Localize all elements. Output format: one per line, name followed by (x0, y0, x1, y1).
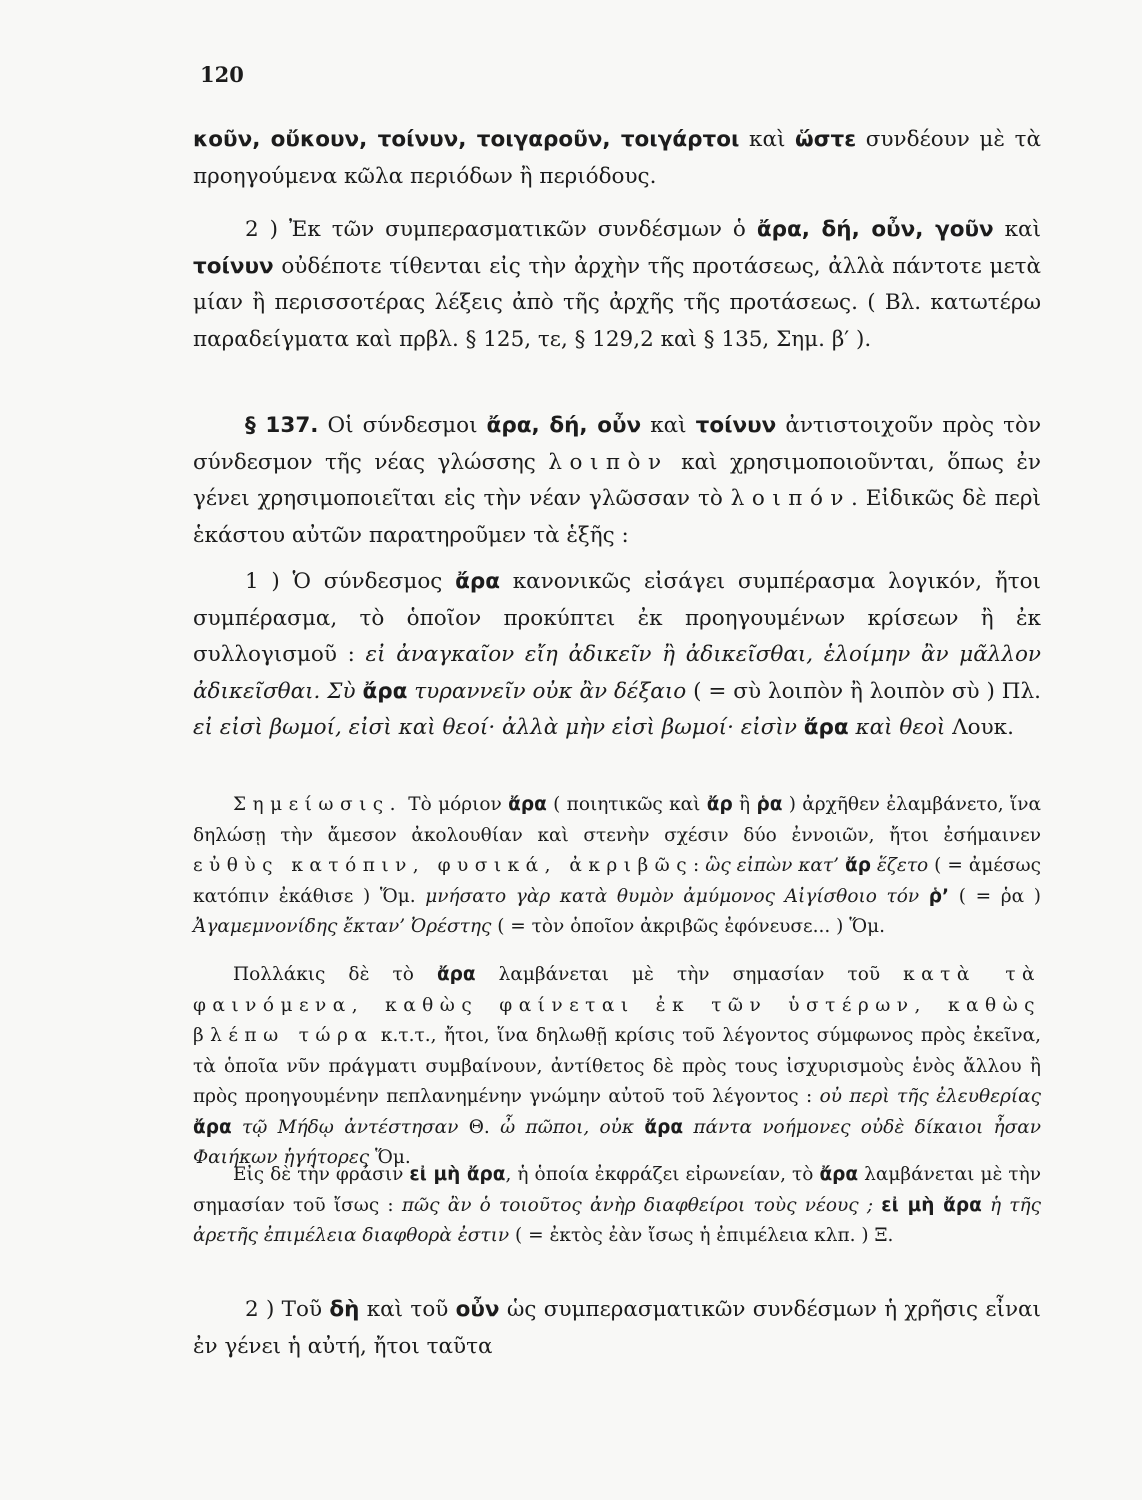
paragraph-item-2: 2 ) Ἐκ τῶν συμπερασματικῶν συνδέσμων ὁ ἄρα, δή, οὖν, γοῦν καὶ τοίνυν οὐδέποτε τίθενται εἰς τὴν ἀρχὴν τῆς προτάσεως, ἀλλὰ πάντοτε μετὰ μίαν ἢ περισσοτέρας λέξεις ἀπὸ τῆς ἀρχῆς τῆς προτάσεως. ( Βλ. κατωτέρω παραδείγματα καὶ πρβλ. § 125, τε, § 129,2 καὶ § 135, Σημ. β′ ). (193, 217, 1041, 352)
section-137: § 137. Οἱ σύνδεσμοι ἄρα, δή, οὖν καὶ τοίνυν ἀντιστοιχοῦν πρὸς τὸν σύνδεσμον τῆς νέας γλώσσης λοιπὸν καὶ χρησιμοποιοῦνται, ὅπως ἐν γένει χρησιμοποιεῖται εἰς τὴν νέαν γλῶσσαν τὸ λοιπόν. Εἰδικῶς δὲ περὶ ἑκάστου αὐτῶν παρατηροῦμεν τὰ ἑξῆς : (193, 413, 1042, 548)
section-number: § 137. (245, 413, 319, 438)
note-paragraph-1: Σημείωσις. Τὸ μόριον ἄρα ( ποιητικῶς καὶ ἄρ ἢ ῥα ) ἀρχῆθεν ἐλαμβάνετο, ἵνα δηλώσῃ τὴν ἄμεσον ἀκολουθίαν καὶ στενὴν σχέσιν δύο ἐννοιῶν, ἤτοι ἐσήμαινεν εὐθὺς κατόπιν, φυσικά, ἀκριβῶς: ὣς εἰπὼν κατ’ ἄρ ἕζετο ( = ἀμέσως κατόπιν ἐκάθισε ) Ὅμ. μνήσατο γὰρ κατὰ θυμὸν ἀμύμονος Αἰγίσθοιο τόν ῥ’ ( = ῥα ) Ἀγαμεμνονίδης ἔκταν’ Ὀρέστης ( = τὸν ὁποῖον ἀκριβῶς ἐφόνευσε... ) Ὅμ. (193, 794, 1042, 937)
paragraph-item-1-ara: 1 ) Ὁ σύνδεσμος ἄρα κανονικῶς εἰσάγει συμπέρασμα λογικόν, ἤτοι συμπέρασμα, τὸ ὁποῖον προκύπτει ἐκ προηγουμένων κρίσεων ἢ ἐκ συλλογισμοῦ : εἰ ἀναγκαῖον εἴη ἀδικεῖν ἢ ἀδικεῖσθαι, ἑλοίμην ἂν μᾶλλον ἀδικεῖσθαι. Σὺ ἄρα τυραννεῖν οὐκ ἂν δέξαιο ( = σὺ λοιπὸν ἢ λοιπὸν σὺ ) Πλ. εἰ εἰσὶ βωμοί, εἰσὶ καὶ θεοί· ἀλλὰ μὴν εἰσὶ βωμοί· εἰσὶν ἄρα καὶ θεοὶ Λουκ. (193, 569, 1041, 740)
paragraph-item-2-de-oun: 2 ) Τοῦ δὴ καὶ τοῦ οὖν ὡς συμπερασματικῶν συνδέσμων ἡ χρῆσις εἶναι ἐν γένει ἡ αὐτή, ἤτοι ταῦτα (193, 1297, 1041, 1359)
note-heading: Σημείωσις. (233, 794, 402, 815)
note-paragraph-2: Πολλάκις δὲ τὸ ἄρα λαμβάνεται μὲ τὴν σημασίαν τοῦ κατὰ τὰ φαινόμενα, καθὼς φαίνεται ἐκ τῶν ὑστέρων, καθὼς βλέπω τώρα κ.τ.τ., ἤτοι, ἵνα δηλωθῇ κρίσις τοῦ λέγοντος σύμφωνος πρὸς ἐκεῖνα, τὰ ὁποῖα νῦν πράγματι συμβαίνουν, ἀντίθετος δὲ πρὸς τους ἰσχυρισμοὺς ἑνὸς ἄλλου ἢ πρὸς προηγουμένην πεπλανημένην γνώμην αὐτοῦ τοῦ λέγοντος : οὐ περὶ τῆς ἐλευθερίας ἄρα τῷ Μήδῳ ἀντέστησαν Θ. ὦ πῶποι, οὐκ ἄρα πάντα νοήμονες οὐδὲ δίκαιοι ἦσαν Φαιήκων ἡγήτορες Ὅμ. (193, 964, 1042, 1168)
note-paragraph-3: Εἰς δὲ τὴν φράσιν εἰ μὴ ἄρα, ἡ ὁποία ἐκφράζει εἰρωνείαν, τὸ ἄρα λαμβάνεται μὲ τὴν σημασίαν τοῦ ἴσως : πῶς ἂν ὁ τοιοῦτος ἀνὴρ διαφθείροι τοὺς νέους ; εἰ μὴ ἄρα ἡ τῆς ἀρετῆς ἐπιμέλεια διαφθορὰ ἐστιν ( = ἐκτὸς ἐὰν ἴσως ἡ ἐπιμέλεια κλπ. ) Ξ. (193, 1164, 1041, 1246)
paragraph-continuation: κοῦν, οὔκουν, τοίνυν, τοιγαροῦν, τοιγάρτοι καὶ ὥστε συνδέουν μὲ τὰ προηγούμενα κῶλα περιόδων ἢ περιόδους. (193, 127, 1041, 189)
page-number: 120 (200, 62, 244, 87)
